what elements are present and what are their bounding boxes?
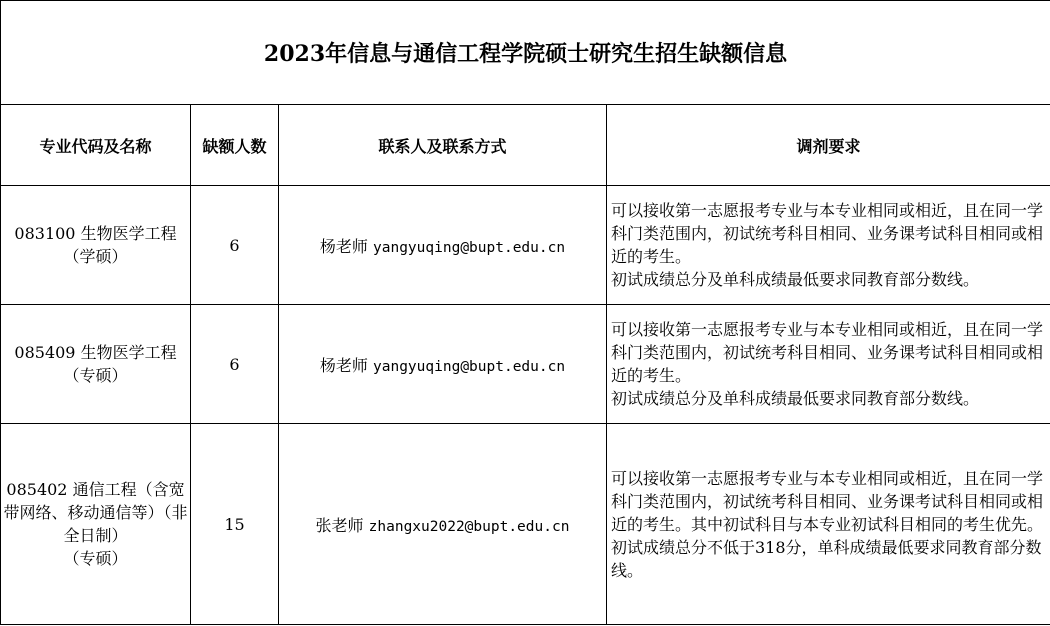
vacancy-count: 15 xyxy=(191,424,279,625)
major-cell xyxy=(1,305,191,424)
header-contact: 联系人及联系方式 xyxy=(279,105,607,186)
major-type: （专硕） xyxy=(63,366,128,385)
contact-email: yangyuqing@bupt.edu.cn xyxy=(373,358,566,375)
table-row xyxy=(1,305,1050,424)
contact-cell xyxy=(279,424,607,625)
header-requirements: 调剂要求 xyxy=(607,105,1050,186)
score-requirement-text: 初试成绩总分及单科成绩最低要求同教育部分数线。 xyxy=(611,389,980,408)
requirements-text: 可以接收第一志愿报考专业与本专业相同或相近，且在同一学科门类范围内，初试统考科目相同、业务课考试科目相同或相近的考生。其中初试科目与本专业初试科目相同的考生优先。 xyxy=(611,468,1044,534)
score-requirement-text: 初试成绩总分不低于318分，单科成绩最低要求同教育部分数线。 xyxy=(611,537,1042,580)
major-name: 085409 生物医学工程 xyxy=(14,343,177,362)
contact-email: yangyuqing@bupt.edu.cn xyxy=(373,239,566,256)
requirements-text: 可以接收第一志愿报考专业与本专业相同或相近，且在同一学科门类范围内，初试统考科目相同、业务课考试科目相同或相近的考生。 xyxy=(611,320,1044,385)
requirements-text: 可以接收第一志愿报考专业与本专业相同或相近，且在同一学科门类范围内，初试统考科目相同、业务课考试科目相同或相近的考生。 xyxy=(611,201,1044,266)
table-row xyxy=(1,186,1050,305)
major-name: 085402 通信工程（含宽带网络、移动通信等）（非全日制） xyxy=(3,480,188,545)
contact-name: 杨老师 xyxy=(319,355,368,375)
contact-name: 杨老师 xyxy=(319,236,368,256)
contact-cell xyxy=(279,305,607,424)
contact-email: zhangxu2022@bupt.edu.cn xyxy=(368,518,570,535)
major-type: （学硕） xyxy=(63,247,128,266)
major-cell xyxy=(1,424,191,625)
table-row xyxy=(1,424,1050,625)
header-count: 缺额人数 xyxy=(191,105,279,186)
header-row xyxy=(1,105,1050,186)
major-cell xyxy=(1,186,191,305)
requirements-cell xyxy=(607,424,1050,625)
header-major: 专业代码及名称 xyxy=(1,105,191,186)
page-title: 2023年信息与通信工程学院硕士研究生招生缺额信息 xyxy=(1,1,1050,105)
contact-cell xyxy=(279,186,607,305)
vacancy-count: 6 xyxy=(191,305,279,424)
requirements-cell xyxy=(607,186,1050,305)
major-type: （专硕） xyxy=(63,549,128,568)
score-requirement-text: 初试成绩总分及单科成绩最低要求同教育部分数线。 xyxy=(611,270,980,289)
vacancy-count: 6 xyxy=(191,186,279,305)
requirements-cell xyxy=(607,305,1050,424)
title-row xyxy=(1,1,1050,105)
major-name: 083100 生物医学工程 xyxy=(14,224,177,243)
contact-name: 张老师 xyxy=(315,515,364,535)
